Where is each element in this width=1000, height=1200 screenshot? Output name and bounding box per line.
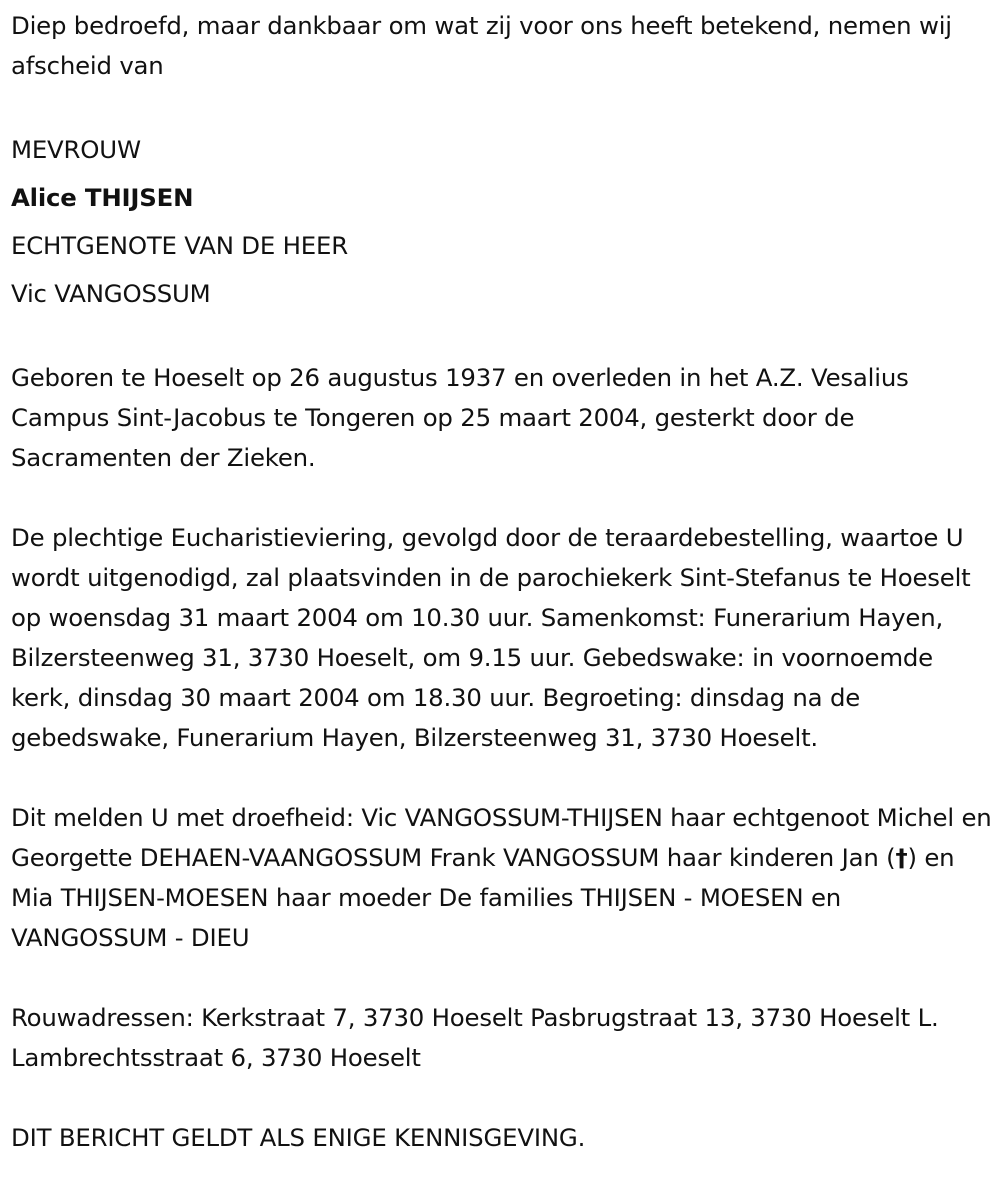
funeral-notice (11, 0, 996, 1158)
deceased-name: Alice THIJSEN (11, 183, 194, 212)
honorific: MEVROUW (11, 135, 141, 164)
spouse-name: Vic VANGOSSUM (11, 279, 211, 308)
mourning-addresses: Rouwadressen: Kerkstraat 7, 3730 Hoeselt Pasbrugstraat 13, 3730 Hoeselt L. Lambrechtsstraat 6, 3730 Hoeselt (11, 1003, 939, 1072)
birth-death-paragraph: Geboren te Hoeselt op 26 augustus 1937 en overleden in het A.Z. Vesalius Campus Sint-Jacobus te Tongeren op 25 maart 2004, gesterkt door de Sacramenten der Zieken. (11, 363, 909, 472)
family-text-end: ) en Mia THIJSEN-MOESEN haar moeder De families THIJSEN - MOESEN en VANGOSSUM - DIEU (11, 843, 955, 952)
family-paragraph (11, 798, 996, 958)
family-text-start: Dit melden U met droefheid: Vic VANGOSSUM-THIJSEN haar echtgenoot Michel en Georgette DEHAEN-VAANGOSSUM Frank VANGOSSUM haar kinderen Jan ( (11, 803, 992, 872)
cross-icon: † (895, 843, 908, 872)
ceremony-paragraph: De plechtige Eucharistieviering, gevolgd door de teraardebestelling, waartoe U wordt uitgenodigd, zal plaatsvinden in de parochiekerk Sint-Stefanus te Hoeselt op woensdag 31 maart 2004 om 10.30 uur. Samenkomst: Funerarium Hayen, Bilzersteenweg 31, 3730 Hoeselt, om 9.15 uur. Gebedswake: in voornoemde kerk, dinsdag 30 maart 2004 om 18.30 uur. Begroeting: dinsdag na de gebedswake, Funerarium Hayen, Bilzersteenweg 31, 3730 Hoeselt. (11, 523, 971, 752)
intro-text: Diep bedroefd, maar dankbaar om wat zij voor ons heeft betekend, nemen wij afscheid van (11, 11, 952, 80)
deceased-name-block (11, 126, 996, 318)
closing-statement: DIT BERICHT GELDT ALS ENIGE KENNISGEVING. (11, 1123, 586, 1152)
relation-label: ECHTGENOTE VAN DE HEER (11, 231, 348, 260)
